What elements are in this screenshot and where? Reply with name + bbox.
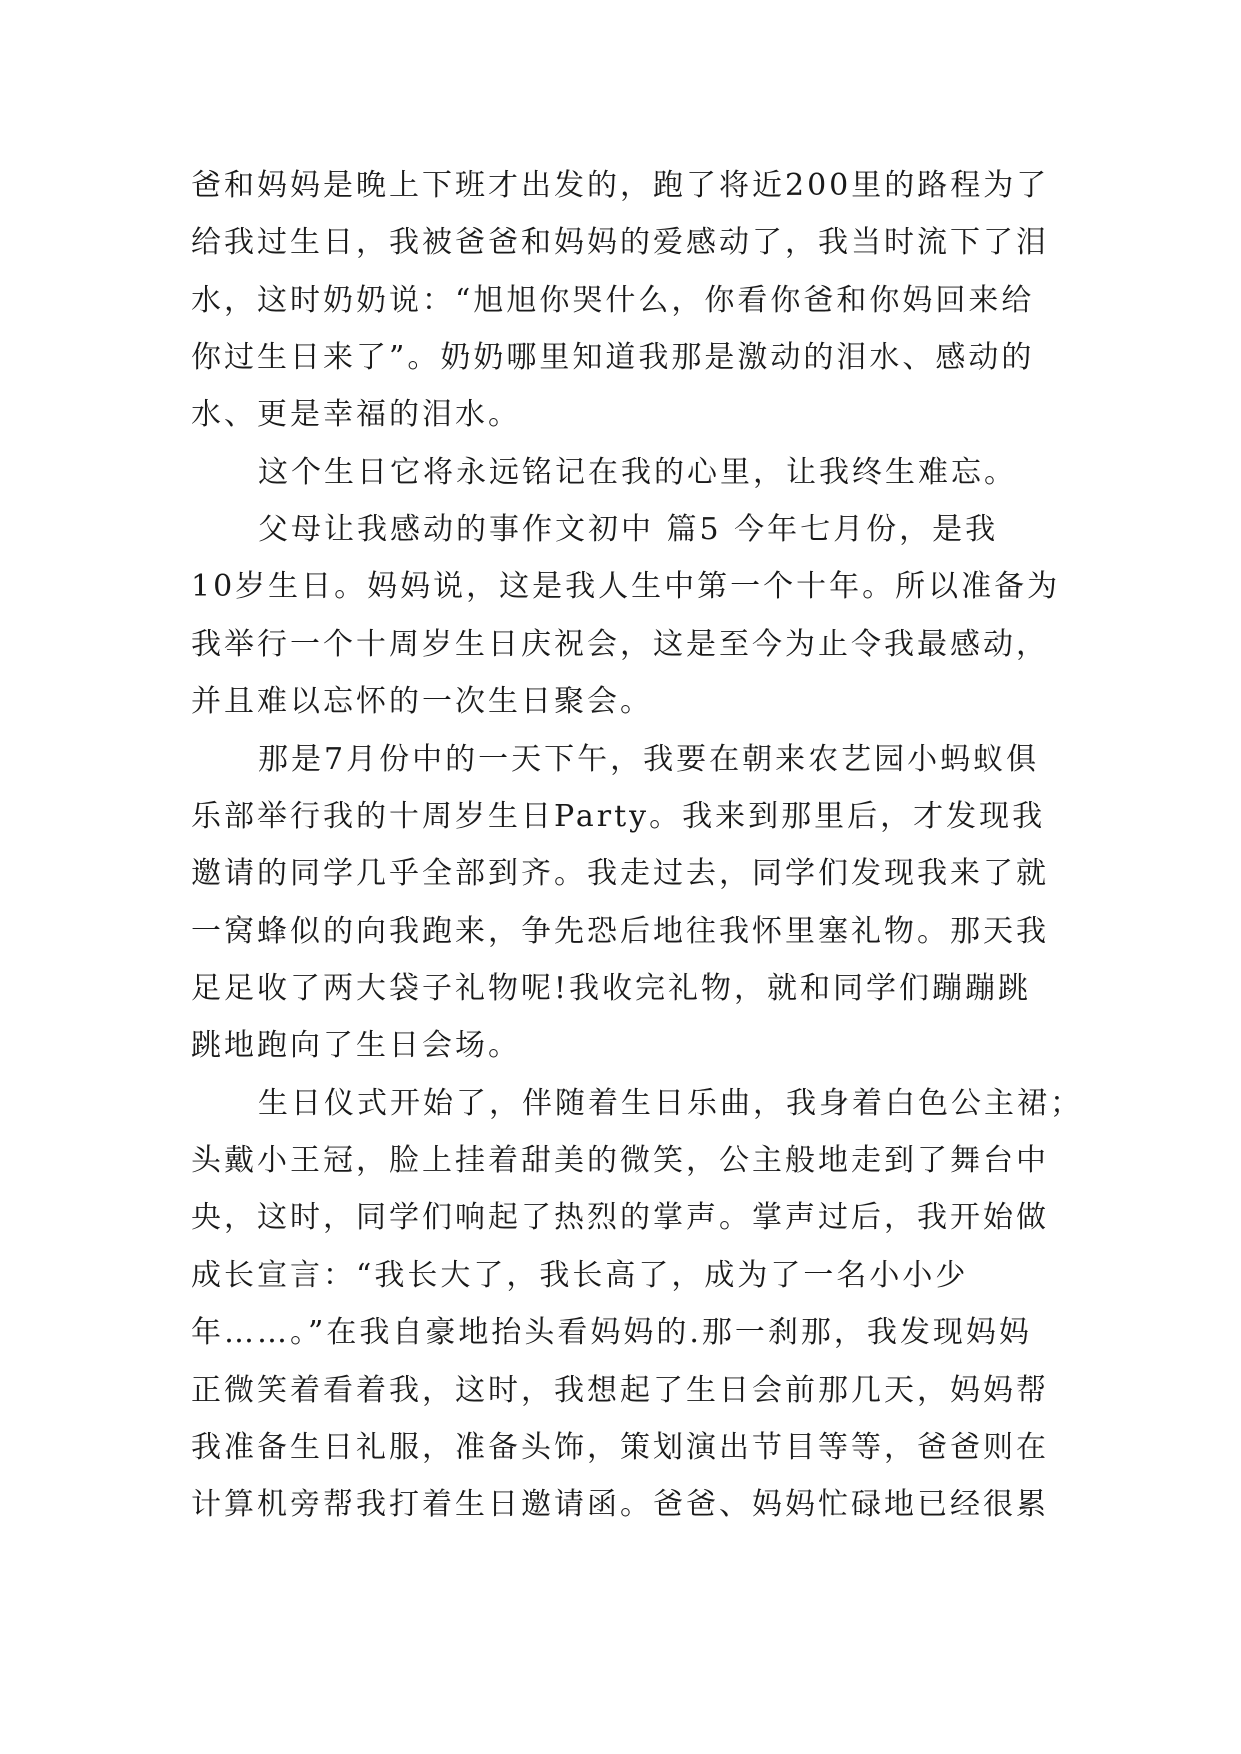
text-line: 年……。”在我自豪地抬头看妈妈的.那一刹那，我发现妈妈 bbox=[191, 1315, 1032, 1350]
text-line: 你过生日来了”。奶奶哪里知道我那是激动的泪水、感动的 bbox=[191, 340, 1035, 375]
text-line: 乐部举行我的十周岁生日Party。我来到那里后，才发现我 bbox=[191, 799, 1046, 834]
text-line: 央，这时，同学们响起了热烈的掌声。掌声过后，我开始做 bbox=[191, 1200, 1049, 1235]
text-line: 给我过生日，我被爸爸和妈妈的爱感动了，我当时流下了泪 bbox=[191, 225, 1049, 260]
text-line: 头戴小王冠，脸上挂着甜美的微笑，公主般地走到了舞台中 bbox=[191, 1143, 1049, 1178]
text-line: 我准备生日礼服，准备头饰，策划演出节目等等，爸爸则在 bbox=[191, 1430, 1049, 1465]
text-line: 10岁生日。妈妈说，这是我人生中第一个十年。所以准备为 bbox=[191, 569, 1061, 604]
text-line: 正微笑着看着我，这时，我想起了生日会前那几天，妈妈帮 bbox=[191, 1373, 1049, 1408]
text-line: 邀请的同学几乎全部到齐。我走过去，同学们发现我来了就 bbox=[191, 856, 1049, 891]
text-line: 成长宣言：“我长大了，我长高了，成为了一名小小少 bbox=[191, 1258, 969, 1293]
text-line: 那是7月份中的一天下午，我要在朝来农艺园小蚂蚁俱 bbox=[258, 742, 1040, 777]
text-line: 水、更是幸福的泪水。 bbox=[191, 397, 521, 432]
text-line: 爸和妈妈是晚上下班才出发的，跑了将近200里的路程为了 bbox=[191, 168, 1050, 203]
text-line: 计算机旁帮我打着生日邀请函。爸爸、妈妈忙碌地已经很累 bbox=[191, 1487, 1049, 1522]
section-heading-line: 父母让我感动的事作文初中 篇5 今年七月份，是我 bbox=[258, 512, 999, 547]
text-line: 足足收了两大袋子礼物呢!我收完礼物，就和同学们蹦蹦跳 bbox=[191, 971, 1032, 1006]
text-line: 我举行一个十周岁生日庆祝会，这是至今为止令我最感动， bbox=[191, 627, 1049, 662]
text-line: 一窝蜂似的向我跑来，争先恐后地往我怀里塞礼物。那天我 bbox=[191, 914, 1049, 949]
text-line: 这个生日它将永远铭记在我的心里，让我终生难忘。 bbox=[258, 455, 1017, 490]
text-line: 生日仪式开始了，伴随着生日乐曲，我身着白色公主裙； bbox=[258, 1086, 1083, 1121]
text-line: 水，这时奶奶说：“旭旭你哭什么，你看你爸和你妈回来给 bbox=[191, 283, 1035, 318]
text-line: 跳地跑向了生日会场。 bbox=[191, 1028, 521, 1063]
text-line: 并且难以忘怀的一次生日聚会。 bbox=[191, 684, 653, 719]
